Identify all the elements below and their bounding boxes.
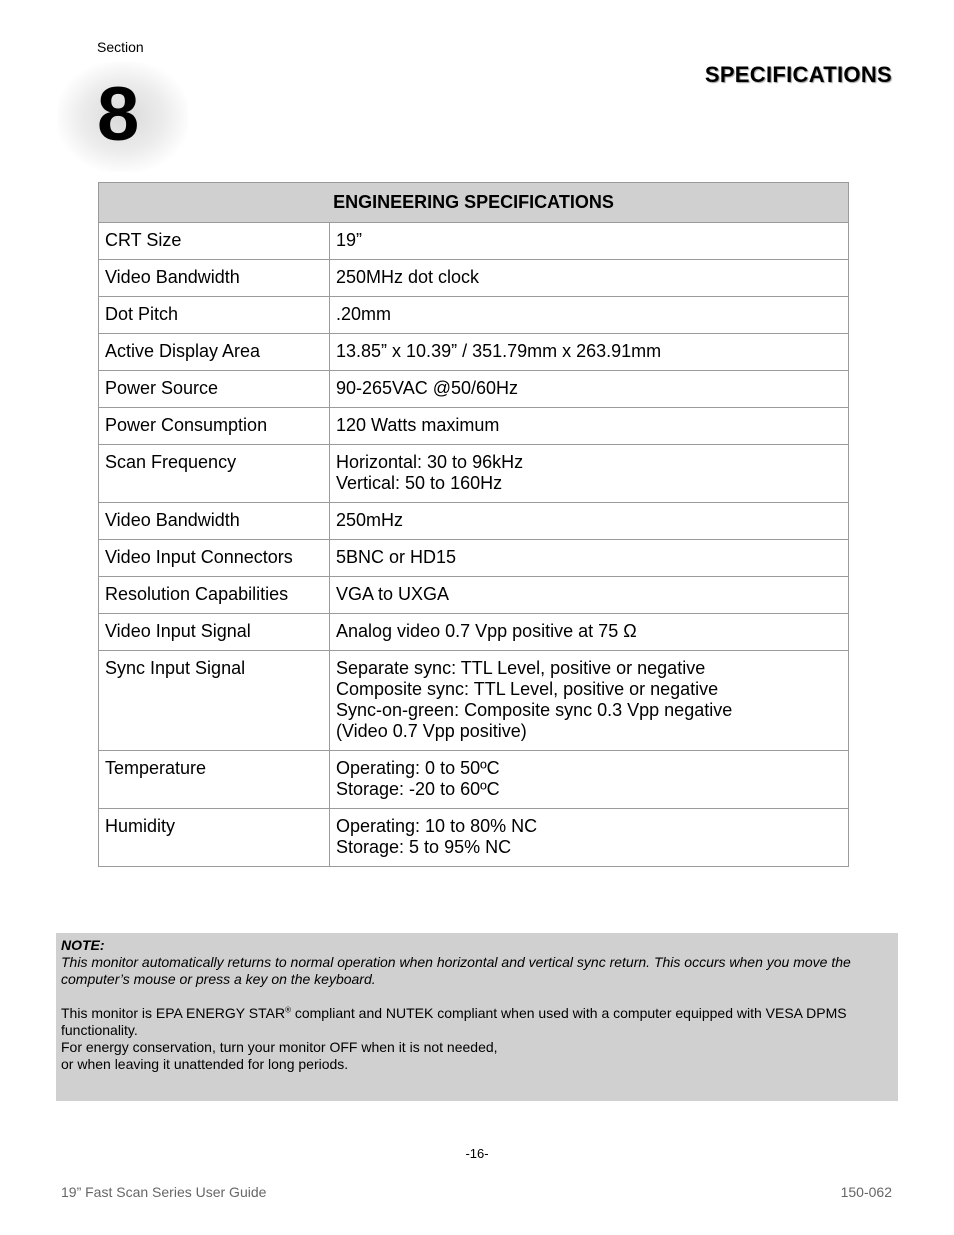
- spec-label-cell: Humidity: [99, 809, 330, 867]
- table-row: [99, 260, 849, 297]
- spec-label-cell: Video Input Signal: [99, 614, 330, 651]
- spec-value-line: (Video 0.7 Vpp positive): [336, 721, 527, 741]
- table-row: [99, 297, 849, 334]
- spec-value-line: 250mHz: [336, 510, 404, 530]
- spec-value-cell: [330, 445, 849, 503]
- page-number: -16-: [465, 1146, 489, 1161]
- footer-doc-number: 150-062: [840, 1184, 892, 1200]
- spec-value-line: 13.85” x 10.39” / 351.79mm x 263.91mm: [336, 341, 662, 361]
- note-text-line: This monitor automatically returns to normal operation when horizontal and vertical sync return. This occurs when you move the: [61, 954, 851, 970]
- spec-value-cell: [330, 297, 849, 334]
- spec-value-cell: [330, 260, 849, 297]
- spec-value-line: .20mm: [336, 304, 392, 324]
- table-row: [99, 408, 849, 445]
- table-row: [99, 223, 849, 260]
- registered-mark: ®: [285, 1005, 291, 1015]
- table-row: [99, 445, 849, 503]
- table-row: [99, 809, 849, 867]
- spec-value-cell: [330, 809, 849, 867]
- spec-value-line: 19”: [336, 230, 363, 250]
- spec-value-cell: [330, 408, 849, 445]
- energy-star-text: [61, 1005, 893, 1039]
- note-text-line: computer’s mouse or press a key on the keyboard.: [61, 971, 376, 987]
- spec-label-cell: Power Consumption: [99, 408, 330, 445]
- table-row: [99, 371, 849, 408]
- spec-value-line: Analog video 0.7 Vpp positive at 75 Ω: [336, 621, 637, 641]
- note-title: NOTE:: [61, 937, 105, 953]
- spec-label-cell: Temperature: [99, 751, 330, 809]
- table-row: [99, 614, 849, 651]
- footer-guide-title: 19” Fast Scan Series User Guide: [61, 1184, 267, 1200]
- spec-value-line: 90-265VAC @50/60Hz: [336, 378, 519, 398]
- spec-label-cell: Video Input Connectors: [99, 540, 330, 577]
- spec-value-line: Horizontal: 30 to 96kHz: [336, 452, 524, 472]
- spec-value-cell: [330, 614, 849, 651]
- spec-value-line: Composite sync: TTL Level, positive or negative: [336, 679, 719, 699]
- spec-value-cell: [330, 223, 849, 260]
- table-title: ENGINEERING SPECIFICATIONS: [99, 183, 849, 223]
- spec-value-line: Storage: 5 to 95% NC: [336, 837, 512, 857]
- engineering-specifications-table: [98, 182, 849, 867]
- table-row: [99, 651, 849, 751]
- table-row: [99, 334, 849, 371]
- table-row: [99, 503, 849, 540]
- note-spacer: [61, 988, 893, 1005]
- conservation-text-line: For energy conservation, turn your monitor OFF when it is not needed,: [61, 1039, 498, 1055]
- energy-star-text-end: compliant and NUTEK compliant when used with a computer equipped with VESA DPMS functionality.: [61, 1005, 847, 1038]
- spec-label-cell: Sync Input Signal: [99, 651, 330, 751]
- table-row: [99, 577, 849, 614]
- spec-value-line: Storage: -20 to 60ºC: [336, 779, 500, 799]
- spec-value-cell: [330, 577, 849, 614]
- spec-label-cell: Video Bandwidth: [99, 260, 330, 297]
- table-body: [99, 223, 849, 867]
- spec-value-line: Sync-on-green: Composite sync 0.3 Vpp negative: [336, 700, 733, 720]
- spec-label-cell: CRT Size: [99, 223, 330, 260]
- section-number: 8: [97, 72, 140, 157]
- spec-label-cell: Dot Pitch: [99, 297, 330, 334]
- spec-value-line: 250MHz dot clock: [336, 267, 480, 287]
- spec-value-cell: [330, 503, 849, 540]
- spec-value-cell: [330, 540, 849, 577]
- table-row: [99, 751, 849, 809]
- page-title: SPECIFICATIONS: [704, 62, 892, 87]
- spec-label-cell: Scan Frequency: [99, 445, 330, 503]
- section-label: Section: [97, 39, 144, 55]
- spec-value-line: Operating: 0 to 50ºC: [336, 758, 500, 778]
- spec-label-cell: Power Source: [99, 371, 330, 408]
- conservation-text-line: or when leaving it unattended for long periods.: [61, 1056, 349, 1072]
- spec-label-cell: Resolution Capabilities: [99, 577, 330, 614]
- spec-value-line: Operating: 10 to 80% NC: [336, 816, 538, 836]
- spec-value-cell: [330, 334, 849, 371]
- spec-value-line: 120 Watts maximum: [336, 415, 500, 435]
- spec-value-line: VGA to UXGA: [336, 584, 450, 604]
- table-row: [99, 540, 849, 577]
- spec-value-cell: [330, 751, 849, 809]
- table-header-row: [99, 183, 849, 223]
- spec-value-line: 5BNC or HD15: [336, 547, 457, 567]
- spec-label-cell: Video Bandwidth: [99, 503, 330, 540]
- energy-star-text-start: This monitor is EPA ENERGY STAR: [61, 1005, 286, 1021]
- note-box: [56, 933, 898, 1101]
- spec-label-cell: Active Display Area: [99, 334, 330, 371]
- spec-value-cell: [330, 371, 849, 408]
- spec-value-cell: [330, 651, 849, 751]
- spec-value-line: Vertical: 50 to 160Hz: [336, 473, 503, 493]
- spec-value-line: Separate sync: TTL Level, positive or negative: [336, 658, 706, 678]
